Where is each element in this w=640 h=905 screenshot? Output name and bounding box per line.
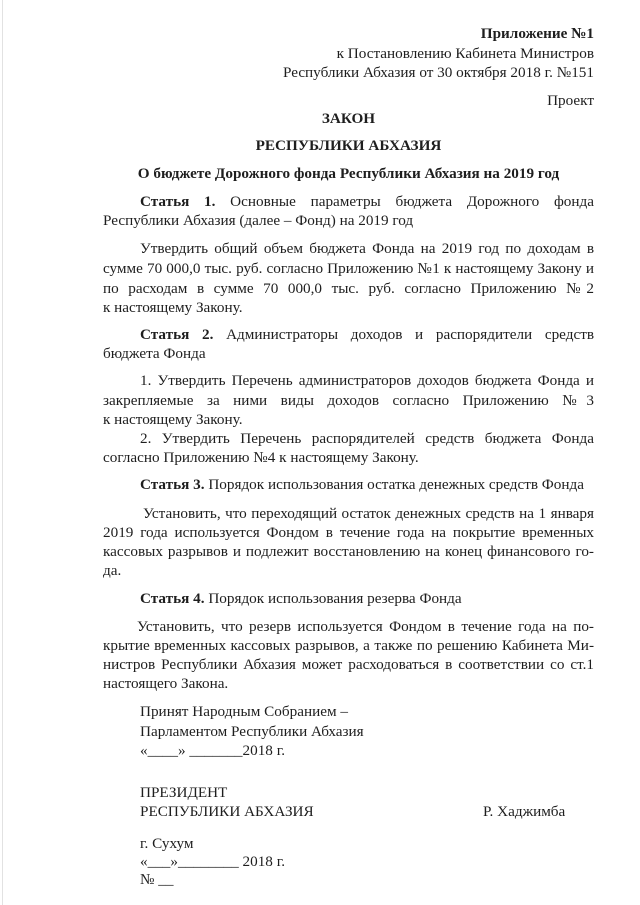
article-3-body-line: Установить, что переходящий остаток денежных средств на 1 января [143,505,594,522]
article-3-label: Статья 3. [140,476,205,493]
article-1-heading: Статья 1. Основные параметры бюджета Дорожного фонда [140,193,594,210]
article-4-body-line: настоящего Закона. [103,675,229,692]
president-name: Р. Хаджимба [483,803,566,820]
article-4-heading: Статья 4. Порядок использования резерва Фонда [140,590,462,607]
article-2-body-line: закрепляемые за ними виды доходов согласно Приложению №3 [103,392,594,409]
document-number: № __ [140,871,174,888]
article-2-label: Статья 2. [140,326,214,343]
adoption-line-1: Принят Народным Собранием – [140,703,348,720]
article-2-body-line: согласно Приложению №4 к настоящему Закону. [103,449,419,466]
article-4-body-line: крытие временных кассовых разрывов, а также по решению Кабинета Ми- [103,637,594,654]
article-1-heading-cont: Республики Абхазия (далее – Фонд) на 2019 год [103,212,414,229]
signing-date: «___»________ 2018 г. [140,853,285,870]
article-1-label: Статья 1. [140,193,216,210]
article-2-heading-cont: бюджета Фонда [103,345,206,362]
article-1-body-line: сумме 70 000,0 тыс. руб. согласно Приложению №1 к настоящему Закону и [103,260,594,277]
article-3-body-line: 2019 года используется Фондом в течение года на покрытие временных [103,524,594,541]
appendix-line-1: к Постановлению Кабинета Министров [336,45,594,62]
article-1-body-line: Утвердить общий объем бюджета Фонда на 2019 год по доходам в [140,240,594,257]
law-title-republic: РЕСПУБЛИКИ АБХАЗИЯ [255,137,442,154]
article-3-body-line: кассовых разрывов и подлежит восстановлению на конец финансового го- [103,543,594,560]
adoption-date: «____» _______2018 г. [140,742,285,759]
article-3-body-line: да. [103,562,122,579]
law-subtitle: О бюджете Дорожного фонда Республики Абхазия на 2019 год [137,165,560,182]
article-4-label: Статья 4. [140,590,205,607]
appendix-title: Приложение №1 [480,25,594,42]
scan-edge-line [2,0,3,905]
president-title-line-2: РЕСПУБЛИКИ АБХАЗИЯ [140,803,314,820]
city: г. Сухум [140,835,194,852]
article-2-body-line: к настоящему Закону. [103,411,243,428]
article-3-heading: Статья 3. Порядок использования остатка денежных средств Фонда [140,476,584,493]
article-4-body-line: нистров Республики Абхазия может расходоваться в соответствии со ст.1 [103,656,594,673]
law-title: ЗАКОН [321,110,376,127]
draft-label: Проект [547,92,594,109]
president-title-line-1: ПРЕЗИДЕНТ [140,784,228,801]
article-1-body-line: к настоящему Закону. [103,299,243,316]
adoption-line-2: Парламентом Республики Абхазия [140,723,364,740]
appendix-line-2: Республики Абхазия от 30 октября 2018 г. №151 [282,64,594,81]
article-2-body-line: 1. Утвердить Перечень администраторов доходов бюджета Фонда и [140,372,594,389]
article-1-body-line: по расходам в сумме 70 000,0 тыс. руб. согласно Приложению №2 [103,280,594,297]
article-4-body-line: Установить, что резерв используется Фондом в течение года на по- [137,618,594,635]
article-2-heading: Статья 2. Администраторы доходов и распорядители средств [140,326,594,343]
article-2-body-line: 2. Утвердить Перечень распорядителей средств бюджета Фонда [140,430,594,447]
